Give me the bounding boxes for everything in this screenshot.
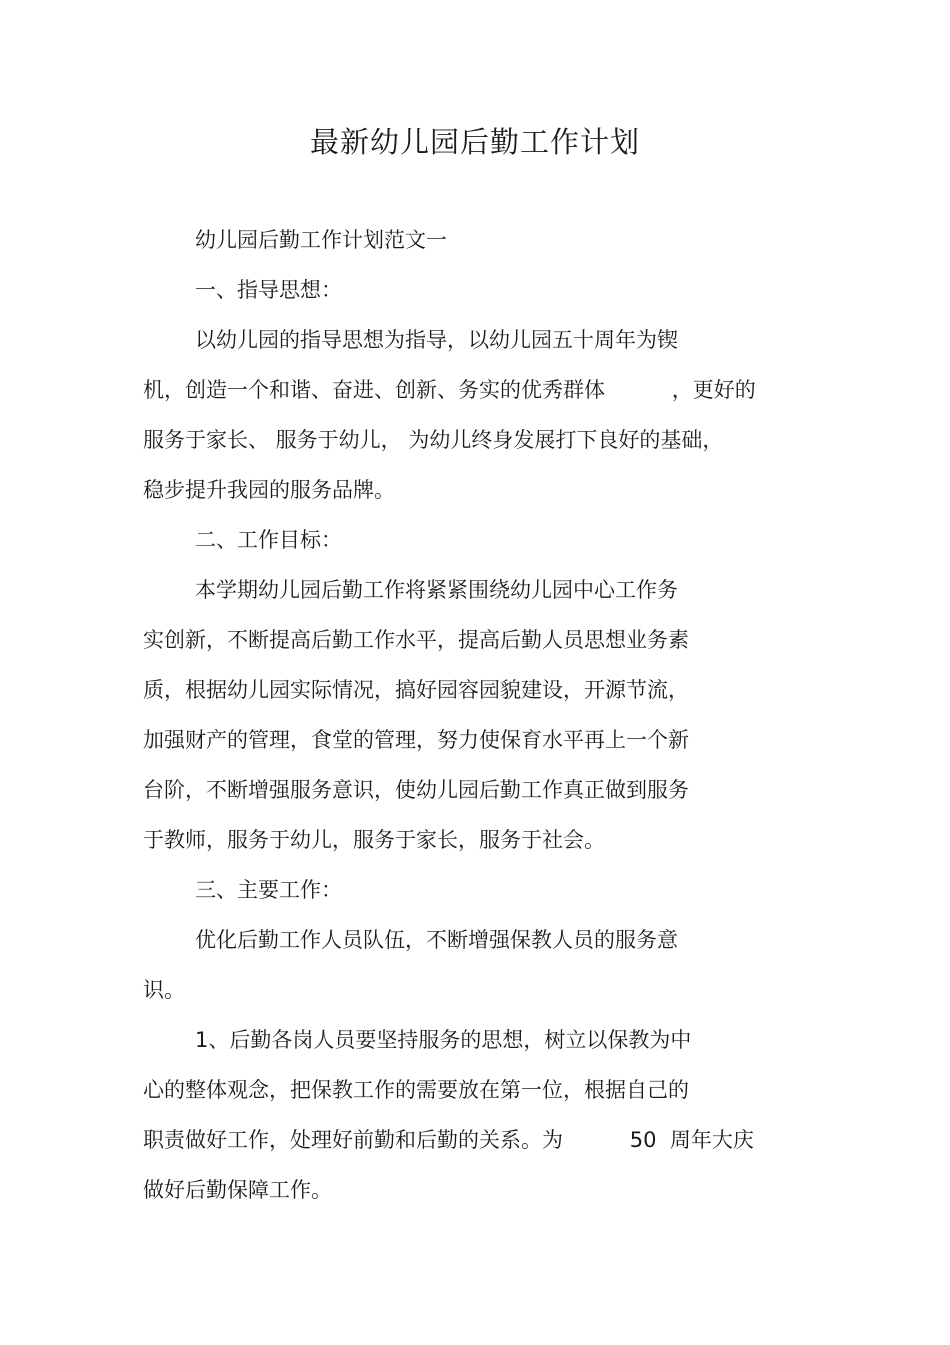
- paragraph-line: 做好后勤保障工作。: [143, 1178, 332, 1202]
- paragraph-line: 本学期幼儿园后勤工作将紧紧围绕幼儿园中心工作务: [195, 578, 678, 602]
- heading-guiding: 一、指导思想：: [195, 278, 342, 302]
- paragraph-line: 服务于家长、 服务于幼儿， 为幼儿终身发展打下良好的基础，: [143, 428, 724, 452]
- heading-goals: 二、工作目标：: [195, 528, 342, 552]
- paragraph-line: 稳步提升我园的服务品牌。: [143, 478, 395, 502]
- paragraph-line: 台阶，不断增强服务意识，使幼儿园后勤工作真正做到服务: [143, 778, 689, 802]
- paragraph-line: 优化后勤工作人员队伍，不断增强保教人员的服务意: [195, 928, 678, 952]
- page-title: 最新幼儿园后勤工作计划: [309, 125, 640, 159]
- section-label: 幼儿园后勤工作计划范文一: [195, 228, 447, 252]
- paragraph-line: 质，根据幼儿园实际情况，搞好园容园貌建设，开源节流，: [143, 678, 689, 702]
- paragraph-line: 1、后勤各岗人员要坚持服务的思想，树立以保教为中: [195, 1028, 692, 1052]
- paragraph-line: 机，创造一个和谐、奋进、创新、务实的优秀群体 ，更好的: [143, 378, 756, 402]
- paragraph-line: 职责做好工作，处理好前勤和后勤的关系。为 50 周年大庆: [143, 1128, 754, 1152]
- paragraph-line: 以幼儿园的指导思想为指导，以幼儿园五十周年为锲: [195, 328, 678, 352]
- paragraph-line: 实创新，不断提高后勤工作水平，提高后勤人员思想业务素: [143, 628, 689, 652]
- paragraph-line: 于教师，服务于幼儿，服务于家长，服务于社会。: [143, 828, 605, 852]
- heading-main-work: 三、主要工作：: [195, 878, 342, 902]
- paragraph-line: 心的整体观念，把保教工作的需要放在第一位，根据自己的: [143, 1078, 689, 1102]
- paragraph-line: 加强财产的管理，食堂的管理，努力使保育水平再上一个新: [143, 728, 689, 752]
- paragraph-line: 识。: [143, 978, 185, 1002]
